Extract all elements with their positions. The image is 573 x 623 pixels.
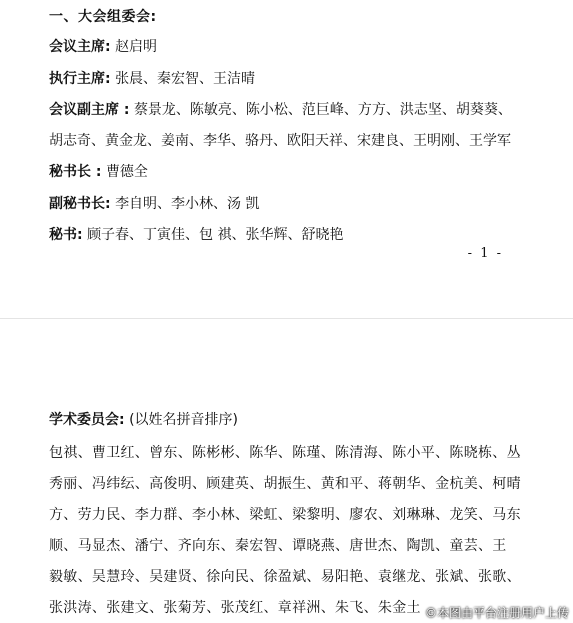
member-line: 顺、马显杰、潘宁、齐向东、秦宏智、谭晓燕、唐世杰、陶凯、童芸、王 xyxy=(49,538,507,554)
row-value: 蔡景龙、陈敏亮、陈小松、范巨峰、方方、洪志坚、胡葵葵、 xyxy=(133,102,512,118)
document-page-2 xyxy=(0,326,573,623)
page-number: - 1 - xyxy=(467,246,503,261)
row-value: 曹德全 xyxy=(105,164,148,180)
platform-watermark: ©本图由平台注册用户上传 xyxy=(424,606,569,620)
row-label: 会议主席: xyxy=(49,39,111,55)
academic-committee-title xyxy=(49,409,238,429)
section-label: 学术委员会: xyxy=(49,412,125,428)
row-value: 顾子春、丁寅佳、包 祺、张华辉、舒晓艳 xyxy=(87,227,344,243)
section-note: (以姓名拼音排序) xyxy=(129,412,238,428)
committee-row xyxy=(49,194,260,214)
committee-row xyxy=(49,162,148,182)
row-value: 李自明、李小林、汤 凯 xyxy=(115,196,260,212)
member-line: 秀丽、冯纬纭、高俊明、顾建英、胡振生、黄和平、蒋朝华、金杭美、柯晴 xyxy=(49,476,521,492)
row-label: 会议副主席 : xyxy=(49,102,130,118)
row-value: 张晨、秦宏智、王洁晴 xyxy=(115,71,256,87)
committee-row xyxy=(49,69,255,89)
row-value: 胡志奇、黄金龙、姜南、李华、骆丹、欧阳天祥、宋建良、王明刚、王学军 xyxy=(49,133,511,149)
member-line: 方、劳力民、李力群、李小林、梁虹、梁黎明、廖农、刘琳琳、龙笑、马东 xyxy=(49,507,521,523)
committee-row xyxy=(49,131,511,151)
committee-row xyxy=(49,100,512,120)
member-line: 包祺、曹卫红、曾东、陈彬彬、陈华、陈瑾、陈清海、陈小平、陈晓栋、丛 xyxy=(49,445,521,461)
row-label: 秘书长 : xyxy=(49,164,102,180)
row-label: 秘书: xyxy=(49,227,83,243)
member-line: 毅敏、吴慧玲、吴建贤、徐向民、徐盈斌、易阳艳、袁继龙、张斌、张歌、 xyxy=(49,569,521,585)
row-label: 副秘书长: xyxy=(49,196,111,212)
committee-row xyxy=(49,225,344,245)
committee-row xyxy=(49,37,157,57)
member-line: 张洪涛、张建文、张菊芳、张茂红、章祥洲、朱飞、朱金土 xyxy=(49,600,421,616)
row-label: 执行主席: xyxy=(49,71,111,87)
row-value: 赵启明 xyxy=(115,39,158,55)
organizing-committee-heading: 一、大会组委会: xyxy=(49,9,157,25)
